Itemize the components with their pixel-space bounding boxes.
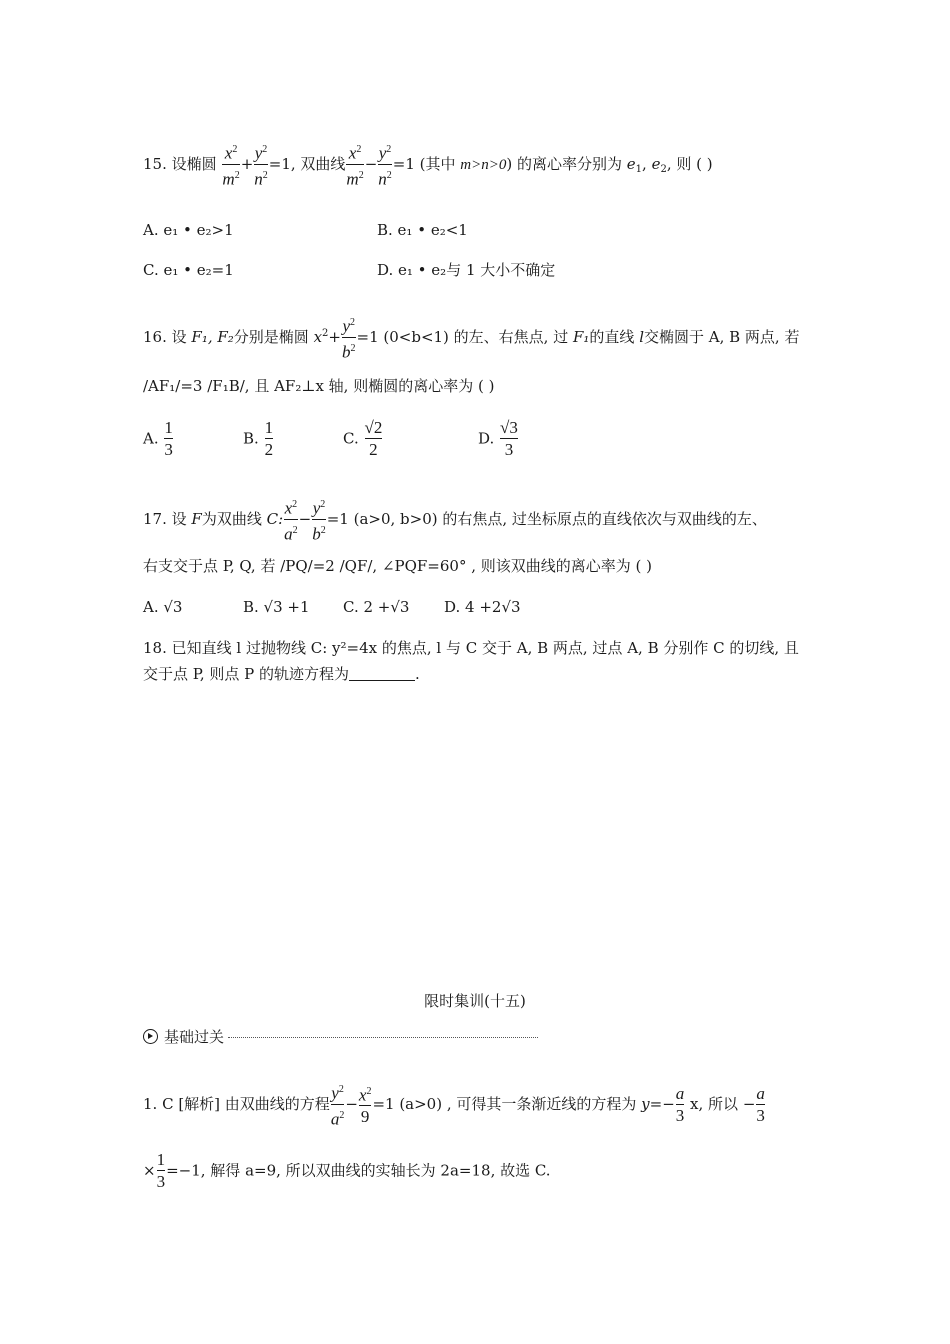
text: 为双曲线	[201, 510, 267, 529]
foci: F₁, F₂	[191, 328, 234, 347]
q16-option-d: D. $\frac{√3}{3}$	[478, 418, 518, 459]
plus: +	[240, 155, 254, 174]
answer-1	[143, 1080, 766, 1130]
fraction: $\frac{x^2}{a^2}$	[284, 498, 298, 544]
x-var: x	[313, 328, 323, 347]
fraction: $\frac{y^2}{a^2}$	[330, 1083, 345, 1129]
section-label: 基础过关	[164, 1028, 225, 1046]
fraction: $\frac{y^2}{n^2}$	[378, 143, 392, 189]
q16-stem: 16. 设 F₁, F₂分别是椭圆 $x^2+$ $\frac{y^2}{b^2}$ =1 (0<b<1) 的左、右焦点, 过 F₁的直线 l交椭圆于 A, B 两点, 若	[143, 313, 799, 363]
focus: F	[191, 510, 202, 529]
q16-option-a: A. $\frac{1}{3}$	[143, 418, 173, 459]
fraction: $\frac{x^2}{m^2}$	[346, 143, 364, 189]
minus: −	[364, 155, 378, 174]
q15-option-d: D. e₁ • e₂与 1 大小不确定	[377, 261, 556, 279]
e2: e	[651, 155, 661, 174]
text: ) 的离心率分别为	[506, 155, 627, 174]
q17-option-c: C. 2 +√3	[343, 598, 410, 616]
text: 分别是椭圆	[233, 328, 314, 347]
q17-line2: 右支交于点 P, Q, 若 /PQ/=2 /QF/, ∠PQF=60° , 则该双曲线的离心率为 ( )	[143, 557, 653, 575]
answer-lead: 1. C [解析] 由双曲线的方程	[143, 1095, 330, 1114]
q16-option-b: B. $\frac{1}{2}$	[243, 418, 274, 459]
q15-lead: 15. 设椭圆	[143, 155, 217, 174]
text: x, 所以 −	[685, 1095, 756, 1114]
answer-blank	[349, 666, 415, 681]
section-header	[143, 1027, 538, 1047]
text: =1 (a>0, b>0) 的右焦点, 过坐标原点的直线依次与双曲线的左、	[326, 510, 767, 529]
minus: −	[345, 1095, 358, 1114]
fraction: $\frac{y^2}{b^2}$	[342, 316, 356, 362]
text: 的直线	[589, 328, 640, 347]
e1: e	[626, 155, 636, 174]
fraction: $\frac{x^2}{m^2}$	[222, 143, 240, 189]
minus: −	[298, 510, 312, 529]
q17-lead: 17. 设	[143, 510, 192, 529]
text: 交椭圆于 A, B 两点, 若	[644, 328, 800, 347]
focus: F₁	[572, 328, 590, 347]
q17-option-d: D. 4 +2√3	[444, 598, 521, 616]
q16-line2: /AF₁/=3 /F₁B/, 且 AF₂⊥x 轴, 则椭圆的离心率为 ( )	[143, 377, 495, 395]
q18-text: 交于点 P, 则点 P 的轨迹方程为	[143, 665, 349, 683]
dotted-rule	[228, 1037, 538, 1038]
fraction: $\frac{x^2}{9}$	[358, 1085, 372, 1127]
q16-lead: 16. 设	[143, 328, 192, 347]
text: =1, 双曲线	[268, 155, 346, 174]
q18-line1: 18. 已知直线 l 过抛物线 C: y²=4x 的焦点, l 与 C 交于 A, B 两点, 过点 A, B 分别作 C 的切线, 且	[143, 639, 799, 657]
text: =1 (其中	[392, 155, 461, 174]
q16-option-c: C. $\frac{√2}{2}$	[343, 418, 383, 459]
condition: m>n>0	[460, 157, 507, 174]
fraction: $\frac{a}{3}$	[675, 1083, 685, 1125]
line-var: l	[639, 328, 644, 347]
text: y=−	[641, 1095, 675, 1114]
q18-line2: 交于点 P, 则点 P 的轨迹方程为 .	[143, 665, 420, 683]
text: =1 (0<b<1) 的左、右焦点, 过	[356, 328, 573, 347]
curve: C:	[266, 510, 284, 529]
q17-option-a: A. √3	[143, 598, 183, 616]
page-title: 限时集训(十五)	[424, 992, 526, 1010]
q15-option-a: A. e₁ • e₂>1	[143, 221, 234, 239]
plus: +	[328, 328, 341, 347]
q17-option-b: B. √3 +1	[243, 598, 310, 616]
q17-stem	[143, 495, 767, 545]
fraction: $\frac{a}{3}$	[756, 1083, 765, 1125]
play-circle-icon	[143, 1029, 158, 1044]
q15-option-b: B. e₁ • e₂<1	[377, 221, 468, 239]
times: ×	[143, 1161, 156, 1180]
fraction: $\frac{y^2}{n^2}$	[254, 143, 268, 189]
q15-option-c: C. e₁ • e₂=1	[143, 261, 234, 279]
text: =−1, 解得 a=9, 所以双曲线的实轴长为 2a=18, 故选 C.	[166, 1161, 551, 1180]
text: =1 (a>0) , 可得其一条渐近线的方程为	[372, 1095, 642, 1114]
fraction: $\frac{y^2}{b^2}$	[312, 498, 326, 544]
fraction: $\frac{1}{3}$	[156, 1150, 166, 1191]
text: , 则 ( )	[666, 155, 713, 174]
answer-1-line2	[143, 1150, 551, 1193]
q15-stem: 15. 设椭圆 $\frac{x^2}{m^2}$ + $\frac{y^2}{n^2}$ =1, 双曲线 $\frac{x^2}{m^2}$ − $\frac{y^2}{n^2}$ =1 (其中 m>n>0) 的离心率分别为 $e_1$, $e_2$, 则 ( )	[143, 140, 713, 190]
